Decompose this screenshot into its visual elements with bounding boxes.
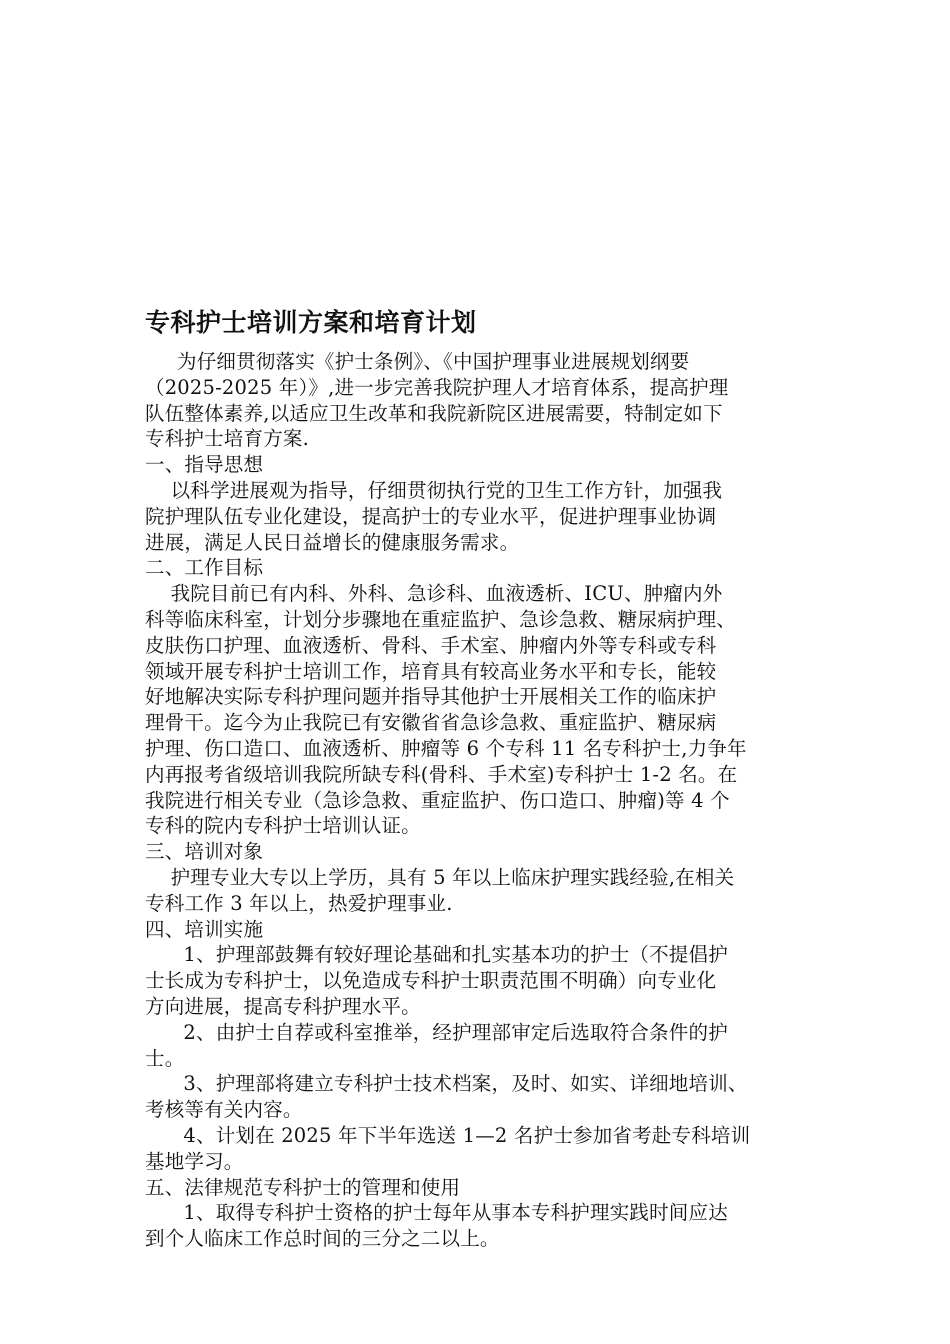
body-line: 我院进行相关专业（急诊急救、重症监护、伤口造口、肿瘤)等 4 个: [145, 788, 730, 812]
body-line: 理骨干。迄今为止我院已有安徽省省急诊急救、重症监护、糖尿病: [145, 711, 717, 735]
body-line: 2、由护士自荐或科室推举，经护理部审定后选取符合条件的护: [145, 1020, 728, 1044]
body-line: 领域开展专科护士培训工作，培育具有较高业务水平和专长，能较: [145, 659, 717, 683]
body-line: 1、取得专科护士资格的护士每年从事本专科护理实践时间应达: [145, 1201, 728, 1225]
body-line: 护理、伤口造口、血液透析、肿瘤等 6 个专科 11 名专科护士,力争年: [145, 736, 747, 760]
body-line: 士。: [145, 1046, 185, 1070]
body-line: 科等临床科室，计划分步骤地在重症监护、急诊急救、糖尿病护理、: [145, 607, 737, 631]
document-title: 专科护士培训方案和培育计划: [145, 308, 477, 337]
document-page: [145, 305, 825, 1252]
body-line: 3、护理部将建立专科护士技术档案，及时、如实、详细地培训、: [145, 1072, 748, 1096]
body-line: 1、护理部鼓舞有较好理论基础和扎实基本功的护士（不提倡护: [145, 943, 728, 967]
body-line: 方向进展，提高专科护理水平。: [145, 994, 421, 1018]
body-line: 士长成为专科护士，以免造成专科护士职责范围不明确）向专业化: [145, 969, 717, 993]
body-line: 护理专业大专以上学历，具有 5 年以上临床护理实践经验,在相关: [145, 865, 735, 889]
section-heading: 一、指导思想: [145, 453, 264, 477]
body-line: 专科护士培育方案.: [145, 427, 309, 451]
body-line: 专科的院内专科护士培训认证。: [145, 814, 421, 838]
section-heading: 五、法律规范专科护士的管理和使用: [145, 1175, 461, 1199]
body-line: 到个人临床工作总时间的三分之二以上。: [145, 1227, 500, 1251]
body-line: 专科工作 3 年以上，热爱护理事业.: [145, 891, 453, 915]
body-line: 好地解决实际专科护理问题并指导其他护士开展相关工作的临床护: [145, 685, 717, 709]
body-line: （2025-2025 年）》,进一步完善我院护理人才培育体系，提高护理: [145, 375, 729, 399]
body-line: 进展，满足人民日益增长的健康服务需求。: [145, 530, 520, 554]
body-line: 以科学进展观为指导，仔细贯彻执行党的卫生工作方针，加强我: [145, 478, 723, 502]
section-heading: 二、工作目标: [145, 556, 264, 580]
section-heading: 三、培训对象: [145, 840, 264, 864]
body-line: 院护理队伍专业化建设，提高护士的专业水平，促进护理事业协调: [145, 504, 717, 528]
section-heading: 四、培训实施: [145, 917, 264, 941]
body-line: 皮肤伤口护理、血液透析、骨科、手术室、肿瘤内外等专科或专科: [145, 633, 717, 657]
body-line: 我院目前已有内科、外科、急诊科、血液透析、ICU、肿瘤内外: [145, 582, 723, 606]
body-line: 为仔细贯彻落实《护士条例》、《中国护理事业进展规划纲要: [145, 350, 690, 373]
body-line: 队伍整体素养,以适应卫生改革和我院新院区进展需要，特制定如下: [145, 401, 723, 425]
body-line: 基地学习。: [145, 1149, 244, 1173]
body-line: 内再报考省级培训我院所缺专科(骨科、手术室)专科护士 1-2 名。在: [145, 762, 738, 786]
body-line: 考核等有关内容。: [145, 1098, 303, 1122]
document-body: [145, 349, 825, 1252]
body-line: 4、计划在 2025 年下半年选送 1—2 名护士参加省考赴专科培训: [145, 1123, 751, 1147]
